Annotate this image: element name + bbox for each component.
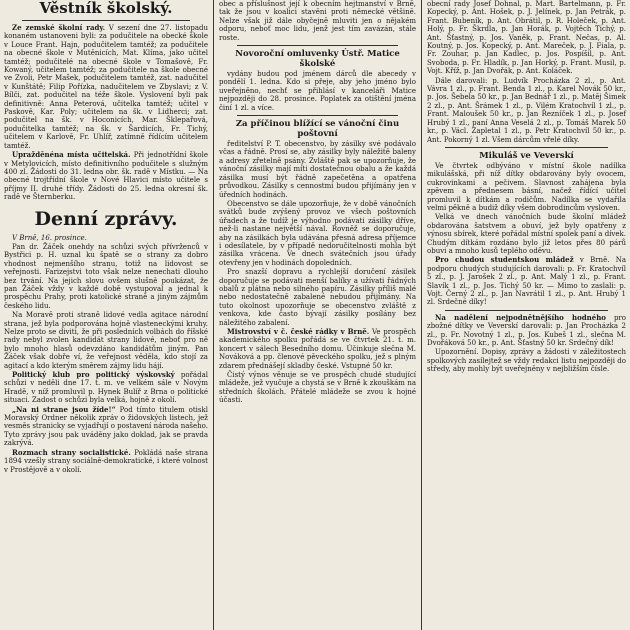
article-body: pořádal schůzi v neděli dne 17. t. m. ve velkém sále v Novým Hradě, v níž promluvil p. Hynek Bulíř z Brna o politické situaci. Zadost o schůzi byla velká, hojně z okolí. xyxy=(4,371,208,405)
article-lead: Pro chudou studentskou mládež xyxy=(435,255,574,265)
article: Upozornění. Dopisy, zprávy a žádosti v záležitostech spolkových zasílejtež se vždy redakci listu nejpozději do středy, aby mohly být uveřejněny v nejbližším čísle. xyxy=(427,348,626,374)
article: obec a příslušnost její k obecním hejtmanství v Brně, tak že jsou v koalici stavěni proti německé většině. Nelze však již dále obyčejně mluviti jen o nějakém odporu, neboť moc lidu, jenž jest tím zavázán, stále roste. xyxy=(219,0,416,42)
article: obecní rady Josef Dohnal, p. Mart. Bartelmann, p. Fr. Kopecký, p. Ant. Hošek, p. J. Jelínek, p. Jan Petrák, p. Frant. Bubeník, p. Ant. Obrátil, p. R. Holeček, p. Ant. Holý, p. Fr. Škrdla, p. Jan Horák, p. Vojtěch Tichý, p. Ant. Šťastný, p. Jos. Vaněk, p. Frant. Nečas, p. Al. Koutný, p. Jos. Kopecký, p. Ant. Mareček, p. J. Fiala, p. Fr. Zouhar, p. Jan Kadlec, p. Jos. Pospíšil, p. Ant. Svoboda, p. Fr. Hladík, p. Jan Horký, p. Frant. Musil, p. Vojt. Kříž, p. Jan Dvořák, p. Ant. Koláček. xyxy=(427,0,626,76)
article-body: pro zbožné dítky ve Veverskí darovali: p. Jan Procházka 2 zl., p. Fr. Novotný 1 zl., p. Jos. Kubeš 1 zl., slečna M. Dvořáková 50 kr., p. Ant. Šťastný 50 kr. Srdečný dík! xyxy=(427,313,626,348)
article-body: Při jednotřídní škole v Metylovicích, místo definitivního podučitele s služným 400 zl. Žádosti do 31. ledna obr. šk. radě v Místku. — Na obecné trojtřídní škole v Nové Hlavici místo učitele s příjmy II. druhé třídy. Žádosti do 25. ledna okresní šk. radě ve Šternberku. xyxy=(4,151,208,202)
section-title-school-news: Věstník školský. xyxy=(39,0,173,17)
article-lead: „Na ni strane jsou žíde!“ xyxy=(12,404,116,414)
article xyxy=(219,328,416,370)
article-lead: Rozmach strany socialistické. xyxy=(12,447,131,457)
article: Velká ve dnech vánočních bude školní mládež obdarována šatstvem a obuví, jež byly opatřeny z výnosu sbírek, které pořádal místní spolek paní a dívek. Chudým dítkám rozdáno bylo již letos přes 80 párů obuvi a mnoho kusů teplého oděvu. xyxy=(427,213,626,255)
article: vydány budou pod jménem dárců dle abecedy v pondělí 1. ledna. Kdo si přeje, aby jeho jméno bylo uveřejněno, nechť se přihlásí v kanceláři Matice nejpozději do 28. prosince. Poplatek za otištění jména činí 1 zl. a více. xyxy=(219,70,416,112)
article-lead: Na nadělení nejpodnětnějšího hodného xyxy=(435,312,606,322)
column-middle xyxy=(215,0,420,630)
article-heading: Mikuláš ve Veverskí xyxy=(479,150,574,161)
article: ředitelství P. T. obecenstvo, by zásilky své podávalo včas a řádně. Prosí se, aby zásilky byly náležitě baleny a adresy zřetelně psány. Zvláště pak se upozorňuje, že vánoční zásilky mají míti dostatečnou obalu a že každá zásilka musí být řádně zapečetěna a opatřena průvodkou. Zásilky s cennostmi budou přijímány jen v úředních hodinách. xyxy=(219,140,416,199)
article-body: Pod tímto titulem otiskl Moravský Ordner několik zpráv o židovských listech, jež vesměs stranicky se vyjadřují o postavení národa našeho. Tyto zprávy jsou pak uváděny jako doklad, jak se pravda zakrývá. xyxy=(4,405,208,448)
article: Dále darovali: p. Ludvík Procházka 2 zl., p. Ant. Vávra 1 zl., p. Frant. Benda 1 zl., p. Karel Novák 50 kr., p. Jos. Šebela 50 kr., p. Jan Bednář 1 zl., p. Matěj Šimek 2 zl., p. Ant. Šrámek 1 zl., p. Vilém Kratochvíl 1 zl., p. Frant. Maloušek 50 kr., p. Jan Řezníček 1 zl., p. Josef Hrubý 1 zl., paní Anna Veselá 2 zl., p. Tomáš Marek 50 kr., p. Václ. Zapletal 1 zl., p. Petr Kratochvíl 50 kr., p. Ant. Pokorný 1 zl. Všem dárcům vřelé díky. xyxy=(427,76,626,144)
divider xyxy=(445,310,608,311)
column-right xyxy=(423,0,630,630)
article xyxy=(4,406,208,448)
column-rule xyxy=(421,0,422,630)
column-left xyxy=(0,0,212,630)
article xyxy=(4,449,208,474)
divider xyxy=(22,20,190,21)
article: Pro snazší dopravu a rychlejší doručení zásilek doporučuje se podávati menší balíky a užívati řádných obalů z plátna nebo silného papíru. Zásilky příliš malé nebo nedostatečně zabalené nebudou přijímány. Na tuto okolnost upozorňuje se obecenstvo zvláště z venkova, kde často bývají zásilky posílány bez náležitého zabalení. xyxy=(219,268,416,327)
article-body: Pokládá naše strana 1894 vzešly strany sociálně-demokratické, i které volnost v Prostějově a v okolí. xyxy=(4,448,208,474)
article: Na Moravě proti straně lidové vedla agitace národní strana, jež byla podporována hojně vlasteneckými kruhy. Nelze proto se diviti, že při posledních volbách do říšské rady nebyl zvolen kandidát strany lidové, neboť pro ně bylo mnoho hlasů odevzdáno kandidátům jiným. Pan Žáček však dobře ví, že veřejnost věděla, kdo stojí za agitací a kdo kterým směrem zájmy lidu hájí. xyxy=(4,311,208,370)
article: Obecenstvo se dále upozorňuje, že v době vánočních svátků bude zvýšený provoz ve všech poštovních úřadech a že tudíž je výhodno podávati zásilky dříve, než-li nastane největší nával. Rovněž se doporučuje, aby na zásilkách byla udávána přesná adresa příjemce i odesílatele, by v případě nedoručitelnosti mohla být zásilka vrácena. Ve dnech svátečních jsou úřady otevřeny jen v hodinách dopoledních. xyxy=(219,199,416,267)
column-rule xyxy=(213,0,214,630)
divider xyxy=(237,115,398,116)
article: Ve čtvrtek odbýváno v místní škole nadílka mikulášská, při níž dítky obdarovány byly ovocem, cukrovinkami a pečivem. Slavnost zahájena byla zpěvem a přednesem básní, načež řídící učitel promluvil k dítkám a rodičům. Nadílka se vydařila velmi pěkně a budiž díky všem dobrodincům vysloven. xyxy=(427,161,626,212)
article-body: V sezení dne 27. listopadu konaném ustanoveni byli: za podučitele na obecké škole v Louce Frant. Hajn, podučitelem tamtéž; za podučitele na obecné škole v Mutěnicích, Mat. Klíma, jako učitel tamtéž; podučitelé na obecné škole v Tomašově, Fr. Kowaný, učitelem tamtéž; za podučitele na škole obecné ve Zvoli, Petr Mašek, podučitelem tamtéž, zat. nadučitel v Kunštátě; Filip Pořízka, nadučitelem ve Zbyslavi; z V. Bílči, zat. podučitel na téže škole. Vyslovení byli pak definitivně: Anna Peterová, učitelka tamtéž; učitel v Paskově, Kar. Poly; učitelem na šk. v Lidherci; zat. podučitel na šk. v Hoconicích, Mar. Šklepařová, podučitelka tamtéž; na šk. v Šardicích, Fr. Tichý, učitelem v Karlově, Fr. Uhlíř, zatímně řídícím učitelem tamtéž. xyxy=(4,24,208,150)
article-lead: Mistrovství v č. české rádky v Brně. xyxy=(227,327,370,336)
dateline: V Brně, 16. prosince. xyxy=(12,233,87,242)
section-title-daily-news: Denní zprávy. xyxy=(34,207,178,230)
divider xyxy=(445,147,608,148)
article xyxy=(4,371,208,405)
article: Čistý výnos věnuje se ve prospěch chudé studující mládeže, jež vyučuje a chystá se v Brně k zkouškám na středních školách. Přátelé mládeže se zvou k hojné účasti. xyxy=(219,371,416,405)
article-body: v Brně. Na podporu chudých studujících darovali: p. Fr. Kratochvíl 5 zl., p. J. Jarošek 2 zl., p. Ant. Malý 1 zl., p. Frant. Slavík 1 zl., p. Jos. Tichý 50 kr. — Mimo to zaslali: p. Vojt. Černý 2 zl., p. Jan Navrátil 1 zl., p. Ant. Hrubý 1 zl. Srdečné díky! xyxy=(427,256,626,307)
article-heading: Za příčinou blížící se vánoční činu poštovní xyxy=(235,119,400,140)
article-lead: Politický klub pro politický výskovský xyxy=(12,370,175,380)
article-body: Ve prospěch akademického spolku pořádá se ve čtvrtek 21. t. m. koncert v sálech Besedního domu. Účinkuje slečna M. Nováková a pp. členové pěveckého spolku, jež s plným zdarem přednášejí skladby české. Vstupné 50 kr. xyxy=(219,328,416,370)
article: Pan dr. Žáček onehdy na schůzi svých přívrženců v Bystřici p. H. uznal ku špatě se o strany za dobro vhodnost nejmenšího stranu, totiž na lidovost se veřejnosti. Farizejstvi toto však nelze nenechati dlouho bez trvání. Na jejich slovu ovšem slušně poukázat, že pan Žáček vždy v každé době vystupoval a jednal k prospěchu Prahy, proti katolické straně a jiným zájmům českého lidu. xyxy=(4,242,208,310)
article-lead: Upražděnéna místa učitelská. xyxy=(12,150,131,160)
article xyxy=(427,314,626,348)
article xyxy=(427,256,626,306)
article xyxy=(4,151,208,201)
divider xyxy=(237,45,398,46)
article-lead: Ze zemské školní rady. xyxy=(12,23,106,32)
article xyxy=(4,24,208,150)
article-heading: Novoroční omluvenky Ústř. Matice školské xyxy=(235,49,400,70)
